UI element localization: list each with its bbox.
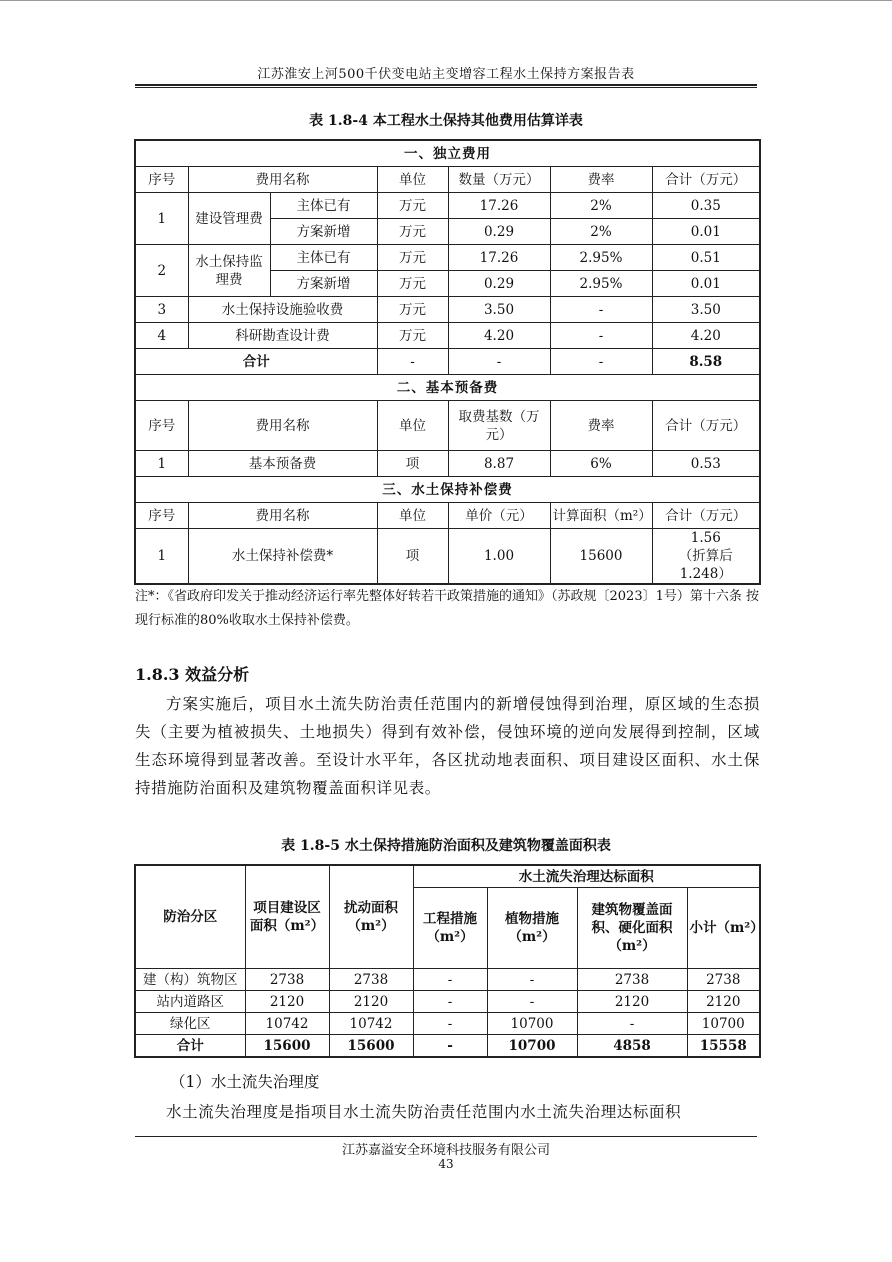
page-footer: 江苏嘉溢安全环境科技服务有限公司 — [341, 1143, 550, 1158]
table2-caption: 表 1.8-5 水土保持措施防治面积及建筑物覆盖面积表 — [281, 838, 611, 854]
col-header: 单价（元） — [448, 503, 550, 529]
page-header: 江苏淮安上河500千伏变电站主变增容工程水土保持方案报告表 — [257, 67, 635, 82]
table-row — [135, 529, 760, 585]
fee-name: 水土保持监理费 — [188, 245, 270, 297]
row-no: 1 — [135, 529, 188, 585]
unit: 万元 — [377, 271, 448, 297]
total: 0.01 — [652, 219, 760, 245]
row-no: 2 — [135, 245, 188, 297]
unit: 万元 — [377, 193, 448, 219]
subtotal: 2738 — [687, 969, 760, 991]
build-area: 2738 — [245, 969, 329, 991]
eng: - — [413, 991, 487, 1013]
row-no: 3 — [135, 297, 188, 323]
cover: - — [577, 1013, 687, 1035]
fee-name: 水土保持设施验收费 — [188, 297, 377, 323]
sub-name: 主体已有 — [270, 245, 377, 271]
sub-name: 主体已有 — [270, 193, 377, 219]
total-row — [135, 1035, 760, 1058]
subtotal-header: 小计（m²） — [687, 888, 760, 969]
build-area-header: 项目建设区面积（m²） — [245, 865, 329, 969]
list-item-heading: （1）水土流失治理度 — [170, 1073, 320, 1091]
total: 0.01 — [652, 271, 760, 297]
sub-name: 方案新增 — [270, 219, 377, 245]
quantity: 4.20 — [448, 323, 550, 349]
quantity: - — [448, 349, 550, 375]
sec1-title-row — [135, 140, 760, 167]
col-header: 合计（万元） — [652, 167, 760, 193]
quantity: 0.29 — [448, 271, 550, 297]
table1-caption: 表 1.8-4 本工程水土保持其他费用估算详表 — [309, 113, 583, 129]
rate: 2% — [550, 193, 652, 219]
sec3-title-row — [135, 477, 760, 503]
total-note: （折算后 1.248） — [678, 548, 733, 582]
plant: - — [487, 969, 577, 991]
section-heading: 1.8.3 效益分析 — [135, 665, 250, 684]
table-note: 注*：《省政府印发关于推动经济运行率先整体好转若干政策措施的通知》（苏政规〔2023〕1号）第十六条 按现行标准的80%收取水土保持补偿费。 — [135, 589, 759, 628]
rate: - — [550, 323, 652, 349]
header-rule — [135, 84, 757, 86]
col-header: 取费基数（万元） — [448, 401, 550, 451]
cover: 4858 — [577, 1035, 687, 1058]
row-no: 1 — [135, 451, 188, 477]
price: 1.00 — [448, 529, 550, 585]
table-row — [135, 991, 760, 1013]
eng: - — [413, 1035, 487, 1058]
sec2-title: 二、基本预备费 — [135, 375, 760, 401]
cost-table — [134, 139, 761, 585]
rate: 2.95% — [550, 245, 652, 271]
table-row — [135, 323, 760, 349]
col-header: 序号 — [135, 503, 188, 529]
footer-rule — [135, 1136, 757, 1137]
total: 1.56 — [690, 530, 721, 546]
plant: - — [487, 991, 577, 1013]
group-header: 水土流失治理达标面积 — [413, 865, 760, 888]
header-row — [135, 865, 760, 888]
subtotal: 15558 — [687, 1035, 760, 1058]
cover: 2120 — [577, 991, 687, 1013]
table-row — [135, 451, 760, 477]
paragraph: 水土流失治理度是指项目水土流失防治责任范围内水土流失治理达标面积 — [166, 1103, 682, 1121]
sec2-title-row — [135, 375, 760, 401]
unit: 万元 — [377, 219, 448, 245]
total: 0.53 — [652, 451, 760, 477]
top-border — [0, 0, 892, 1]
table-row — [135, 969, 760, 991]
build-area: 10742 — [245, 1013, 329, 1035]
subtotal: 10700 — [687, 1013, 760, 1035]
unit: 万元 — [377, 245, 448, 271]
rate: - — [550, 297, 652, 323]
col-header: 单位 — [377, 503, 448, 529]
sec1-title: 一、独立费用 — [135, 140, 760, 167]
sec3-header-row — [135, 503, 760, 529]
eng-header: 工程措施（m²） — [413, 888, 487, 969]
disturb-area-header: 扰动面积（m²） — [329, 865, 413, 969]
table-row — [135, 1013, 760, 1035]
total: 3.50 — [652, 297, 760, 323]
row-no: 4 — [135, 323, 188, 349]
cover: 2738 — [577, 969, 687, 991]
total-cell — [652, 529, 760, 585]
sec1-header-row — [135, 167, 760, 193]
sub-name: 方案新增 — [270, 271, 377, 297]
plant: 10700 — [487, 1035, 577, 1058]
col-header: 计算面积（m²） — [550, 503, 652, 529]
zone: 站内道路区 — [135, 991, 245, 1013]
disturb-area: 2120 — [329, 991, 413, 1013]
total: 0.51 — [652, 245, 760, 271]
area-table — [134, 864, 764, 1058]
sum-label: 合计 — [135, 349, 377, 375]
quantity: 17.26 — [448, 245, 550, 271]
unit: 项 — [377, 529, 448, 585]
col-header: 合计（万元） — [652, 503, 760, 529]
table-row — [135, 297, 760, 323]
build-area: 15600 — [245, 1035, 329, 1058]
area: 15600 — [550, 529, 652, 585]
disturb-area: 10742 — [329, 1013, 413, 1035]
unit: 万元 — [377, 323, 448, 349]
cover-header: 建筑物覆盖面积、硬化面积（m²） — [577, 888, 687, 969]
header-rule-thin — [135, 87, 757, 88]
col-header: 费用名称 — [188, 401, 377, 451]
unit: 万元 — [377, 297, 448, 323]
zone: 合计 — [135, 1035, 245, 1058]
subtotal: 2120 — [687, 991, 760, 1013]
col-header: 费用名称 — [188, 167, 377, 193]
eng: - — [413, 1013, 487, 1035]
zone: 绿化区 — [135, 1013, 245, 1035]
sum-total: 8.58 — [652, 349, 760, 375]
table-row — [135, 245, 760, 271]
eng: - — [413, 969, 487, 991]
col-header: 序号 — [135, 401, 188, 451]
page-number: 43 — [438, 1157, 454, 1171]
col-header: 合计（万元） — [652, 401, 760, 451]
total: 0.35 — [652, 193, 760, 219]
zone-header: 防治分区 — [135, 865, 245, 969]
col-header: 单位 — [377, 167, 448, 193]
total: 4.20 — [652, 323, 760, 349]
sum-row — [135, 349, 760, 375]
rate: 2.95% — [550, 271, 652, 297]
row-no: 1 — [135, 193, 188, 245]
rate: 2% — [550, 219, 652, 245]
col-header: 费率 — [550, 167, 652, 193]
table-row — [135, 193, 760, 219]
rate: 6% — [550, 451, 652, 477]
paragraph: 方案实施后，项目水土流失防治责任范围内的新增侵蚀得到治理，原区域的生态损失（主要为植被损失、土地损失）得到有效补偿，侵蚀环境的逆向发展得到控制，区域生态环境得到显著改善。至设计水平年，各区扰动地表面积、项目建设区面积、水土保持措施防治面积及建筑物覆盖面积详见表。 — [135, 695, 760, 797]
base: 8.87 — [448, 451, 550, 477]
col-header: 费率 — [550, 401, 652, 451]
col-header: 序号 — [135, 167, 188, 193]
col-header: 单位 — [377, 401, 448, 451]
build-area: 2120 — [245, 991, 329, 1013]
fee-name: 建设管理费 — [188, 193, 270, 245]
plant: 10700 — [487, 1013, 577, 1035]
zone: 建（构）筑物区 — [135, 969, 245, 991]
quantity: 17.26 — [448, 193, 550, 219]
disturb-area: 2738 — [329, 969, 413, 991]
disturb-area: 15600 — [329, 1035, 413, 1058]
fee-name: 基本预备费 — [188, 451, 377, 477]
fee-name: 科研勘查设计费 — [188, 323, 377, 349]
plant-header: 植物措施（m²） — [487, 888, 577, 969]
unit: - — [377, 349, 448, 375]
col-header: 数量（万元） — [448, 167, 550, 193]
unit: 项 — [377, 451, 448, 477]
rate: - — [550, 349, 652, 375]
sec2-header-row — [135, 401, 760, 451]
quantity: 0.29 — [448, 219, 550, 245]
quantity: 3.50 — [448, 297, 550, 323]
sec3-title: 三、水土保持补偿费 — [135, 477, 760, 503]
fee-name: 水土保持补偿费* — [188, 529, 377, 585]
col-header: 费用名称 — [188, 503, 377, 529]
